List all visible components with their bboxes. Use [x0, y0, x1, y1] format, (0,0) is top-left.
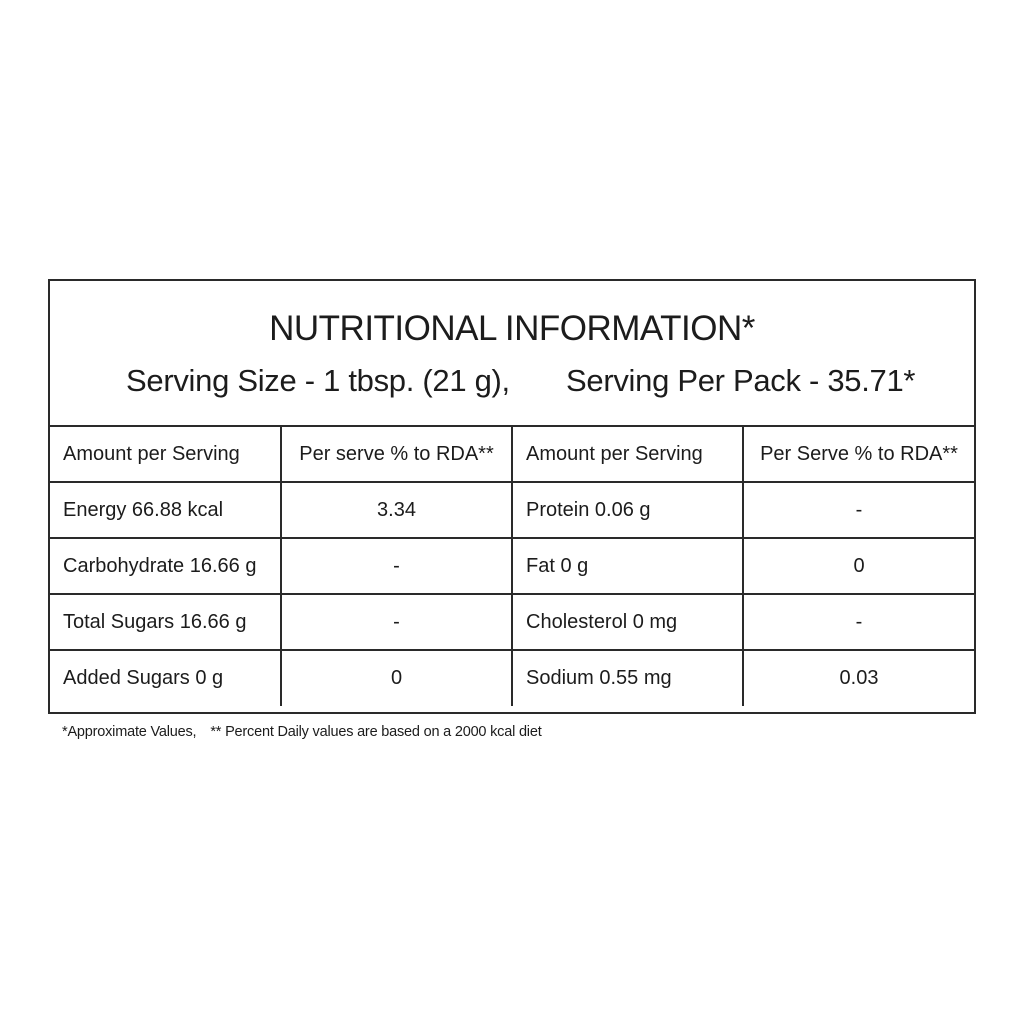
table-header-row: [50, 426, 974, 482]
table-cell: 0.03: [743, 650, 974, 706]
footnote: [62, 724, 542, 740]
table-cell: Added Sugars 0 g: [50, 650, 281, 706]
table-row: [50, 482, 974, 538]
table-cell: Protein 0.06 g: [512, 482, 743, 538]
table-cell: 0: [743, 538, 974, 594]
column-header: Per serve % to RDA**: [281, 426, 512, 482]
table-row: [50, 650, 974, 706]
serving-per-pack-text: Serving Per Pack - 35.71*: [566, 363, 916, 398]
serving-size-text: Serving Size - 1 tbsp. (21 g),: [126, 363, 510, 398]
table-cell: -: [743, 594, 974, 650]
column-header: Per Serve % to RDA**: [743, 426, 974, 482]
table-row: [50, 538, 974, 594]
table-cell: -: [743, 482, 974, 538]
table-cell: Total Sugars 16.66 g: [50, 594, 281, 650]
column-header: Amount per Serving: [512, 426, 743, 482]
page-title: NUTRITIONAL INFORMATION*: [269, 309, 755, 348]
footnote-approx: *Approximate Values,: [62, 724, 197, 740]
table-cell: Fat 0 g: [512, 538, 743, 594]
table-row: [50, 594, 974, 650]
table-cell: -: [281, 538, 512, 594]
table-cell: Energy 66.88 kcal: [50, 482, 281, 538]
table-cell: 0: [281, 650, 512, 706]
table-cell: Carbohydrate 16.66 g: [50, 538, 281, 594]
nutrition-panel: [48, 279, 976, 714]
nutrition-header: [50, 281, 974, 425]
column-header: Amount per Serving: [50, 426, 281, 482]
table-cell: -: [281, 594, 512, 650]
table-cell: 3.34: [281, 482, 512, 538]
footnote-daily-values: ** Percent Daily values are based on a 2000 kcal diet: [210, 724, 542, 740]
table-cell: Cholesterol 0 mg: [512, 594, 743, 650]
table-cell: Sodium 0.55 mg: [512, 650, 743, 706]
nutrition-table: [50, 425, 974, 706]
